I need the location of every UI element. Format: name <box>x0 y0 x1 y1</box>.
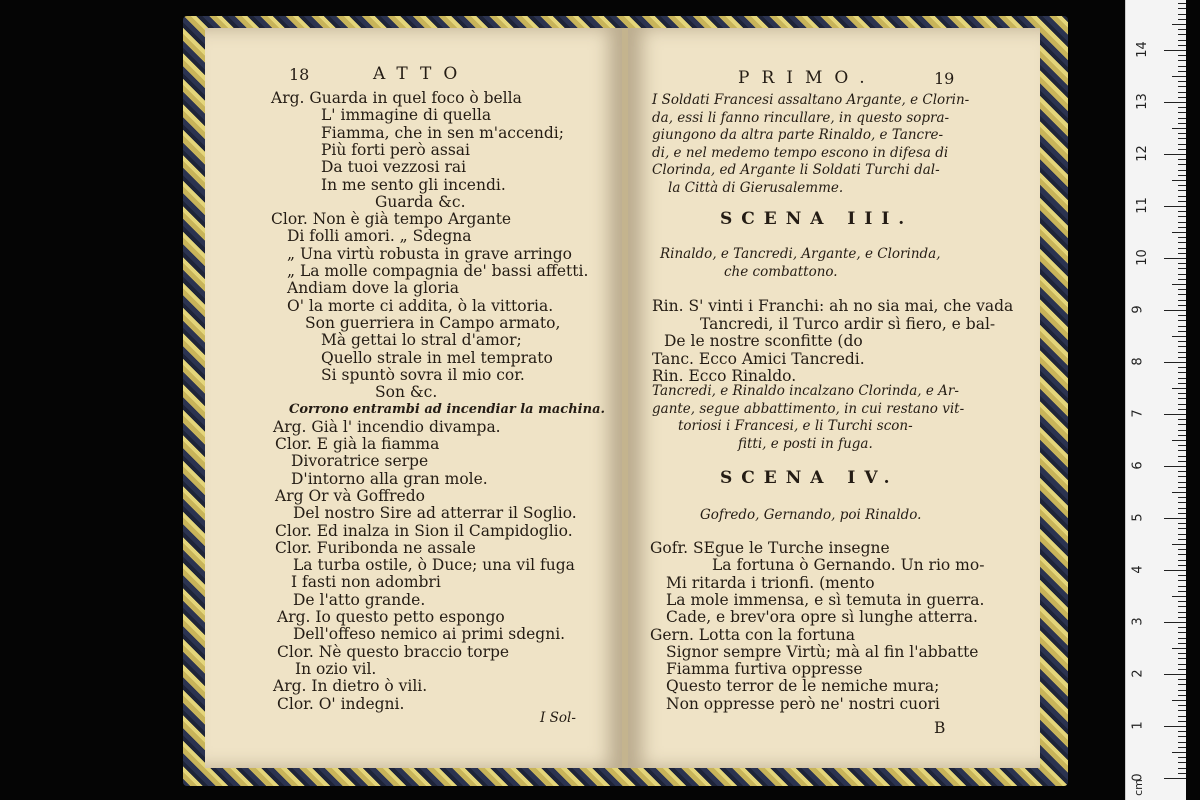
scene-4-cast: Gofredo, Gernando, poi Rinaldo. <box>700 507 922 523</box>
ruler-tick <box>1178 300 1186 301</box>
verse-line: Andiam dove la gloria <box>287 279 459 298</box>
verse-line: Gern. Lotta con la fortuna <box>650 625 856 644</box>
ruler-tick <box>1178 424 1186 425</box>
ruler-tick <box>1178 456 1186 457</box>
ruler-tick <box>1178 118 1186 119</box>
ruler-tick <box>1178 175 1186 176</box>
ruler-tick <box>1178 565 1186 566</box>
verse-line: Clor. O' indegni. <box>277 694 405 713</box>
ruler-tick <box>1178 320 1186 321</box>
right-page <box>628 28 1040 768</box>
verse-line: Cade, e brev'ora opre sì lunghe atterra. <box>666 608 978 627</box>
verse-line: Clor. Nè questo braccio torpe <box>277 642 510 661</box>
ruler-tick <box>1178 190 1186 191</box>
ruler-tick <box>1178 14 1186 15</box>
ruler-tick <box>1172 284 1186 285</box>
stage-direction-line: Tancredi, e Rinaldo incalzano Clorinda, e Ar- <box>652 383 959 399</box>
verse-line: „ Una virtù robusta in grave arringo <box>287 244 572 263</box>
verse-line: Si spuntò sovra il mio cor. <box>321 365 525 384</box>
ruler-tick <box>1164 726 1186 727</box>
verse-line: Fiamma, che in sen m'accendi; <box>321 123 564 142</box>
stage-direction-line: Clorinda, ed Argante li Soldati Turchi dal- <box>652 162 940 178</box>
ruler-tick <box>1178 757 1186 758</box>
ruler-tick <box>1178 112 1186 113</box>
verse-line: O' la morte ci addita, ò la vittoria. <box>287 296 554 315</box>
verse-line: Son &c. <box>375 383 438 402</box>
verse-line: Non oppresse però ne' nostri cuori <box>666 694 940 713</box>
ruler-tick <box>1178 34 1186 35</box>
ruler-tick <box>1164 258 1186 259</box>
verse-line: Signor sempre Virtù; mà al fin l'abbatte <box>666 642 979 661</box>
verse-line: Da tuoi vezzosi rai <box>321 158 467 177</box>
ruler-tick <box>1178 315 1186 316</box>
ruler-tick <box>1178 716 1186 717</box>
verse-line: Mi ritarda i trionfi. (mento <box>666 573 875 592</box>
ruler-tick <box>1178 476 1186 477</box>
ruler-tick <box>1178 81 1186 82</box>
ruler-tick <box>1178 346 1186 347</box>
ruler-tick <box>1178 461 1186 462</box>
ruler-tick <box>1178 617 1186 618</box>
stage-direction-line: la Città di Gierusalemme. <box>668 179 844 196</box>
ruler-number: 12 <box>1134 145 1150 162</box>
ruler-tick <box>1178 97 1186 98</box>
ruler-tick <box>1178 435 1186 436</box>
ruler-tick <box>1178 378 1186 379</box>
ruler-tick <box>1178 627 1186 628</box>
verse-line: De le nostre sconfitte (do <box>664 332 863 350</box>
ruler-tick <box>1164 518 1186 519</box>
ruler-number: 10 <box>1134 249 1150 266</box>
verse-line: Arg. In dietro ò vili. <box>273 677 428 696</box>
ruler-tick <box>1178 742 1186 743</box>
ruler-tick <box>1178 289 1186 290</box>
verse-line: Son guerriera in Campo armato, <box>305 313 561 332</box>
ruler-tick <box>1178 549 1186 550</box>
ruler-tick <box>1178 612 1186 613</box>
ruler-tick <box>1178 144 1186 145</box>
ruler-tick <box>1178 237 1186 238</box>
left-running-head: ATTO <box>373 64 470 84</box>
ruler-tick <box>1178 445 1186 446</box>
ruler-tick <box>1178 357 1186 358</box>
ruler-tick <box>1178 55 1186 56</box>
ruler-tick <box>1178 695 1186 696</box>
ruler-tick <box>1178 471 1186 472</box>
verse-line: Questo terror de le nemiche mura; <box>666 677 940 696</box>
ruler-tick <box>1178 196 1186 197</box>
ruler-tick <box>1164 102 1186 103</box>
ruler-tick <box>1178 591 1186 592</box>
ruler-tick <box>1164 154 1186 155</box>
ruler-tick <box>1178 372 1186 373</box>
ruler-tick <box>1178 40 1186 41</box>
ruler-tick <box>1178 305 1186 306</box>
verse-line: I fasti non adombri <box>291 573 441 592</box>
ruler-tick <box>1178 8 1186 9</box>
ruler-tick <box>1172 232 1186 233</box>
ruler-tick <box>1172 76 1186 77</box>
ruler-tick <box>1178 331 1186 332</box>
ruler-tick <box>1178 222 1186 223</box>
right-running-head: PRIMO. <box>738 68 877 88</box>
ruler-number: 6 <box>1130 461 1146 470</box>
ruler-tick <box>1172 544 1186 545</box>
verse-line: Arg. Io questo petto espongo <box>277 608 505 626</box>
ruler-tick <box>1178 409 1186 410</box>
ruler-tick <box>1178 575 1186 576</box>
ruler-tick <box>1178 539 1186 540</box>
verse-line: Tancredi, il Turco ardir sì fiero, e bal- <box>700 314 996 333</box>
verse-line: Tanc. Ecco Amici Tancredi. <box>652 349 865 368</box>
ruler-number: 7 <box>1130 409 1146 418</box>
stage-direction-line: toriosi i Francesi, e li Turchi scon- <box>678 418 913 434</box>
ruler-tick <box>1178 123 1186 124</box>
ruler-tick <box>1178 773 1186 774</box>
scene-3-cast-line: Rinaldo, e Tancredi, Argante, e Clorinda, <box>660 246 941 262</box>
verse-line: La mole immensa, e sì temuta in guerra. <box>666 590 985 609</box>
ruler-number: 1 <box>1130 721 1146 730</box>
ruler-tick <box>1172 596 1186 597</box>
ruler-tick <box>1172 648 1186 649</box>
verse-line: Guarda &c. <box>375 192 466 211</box>
ruler-tick <box>1178 601 1186 602</box>
ruler-tick <box>1178 487 1186 488</box>
ruler-tick <box>1178 705 1186 706</box>
ruler-tick <box>1178 294 1186 295</box>
verse-line: Mà gettai lo stral d'amor; <box>321 331 522 350</box>
ruler-tick <box>1172 128 1186 129</box>
ruler-tick <box>1164 414 1186 415</box>
ruler-tick <box>1178 86 1186 87</box>
ruler-tick <box>1178 450 1186 451</box>
verse-line: Arg. Guarda in quel foco ò bella <box>271 89 522 107</box>
ruler-tick <box>1178 170 1186 171</box>
verse-line: In ozio vil. <box>295 659 377 678</box>
stage-direction-line: di, e nel medemo tempo escono in difesa di <box>652 144 949 161</box>
ruler-tick <box>1178 107 1186 108</box>
ruler-tick <box>1164 310 1186 311</box>
ruler-number: 14 <box>1134 41 1150 58</box>
ruler-number: 9 <box>1130 305 1146 314</box>
verse-line: Più forti però assai <box>321 140 470 159</box>
verse-line: L' immagine di quella <box>321 106 492 125</box>
ruler-tick <box>1178 216 1186 217</box>
verse-line: D'intorno alla gran mole. <box>291 469 488 488</box>
ruler-tick <box>1178 227 1186 228</box>
ruler-tick <box>1172 24 1186 25</box>
ruler-tick <box>1172 388 1186 389</box>
ruler-tick <box>1178 513 1186 514</box>
ruler-tick <box>1178 684 1186 685</box>
stage-direction-line: fitti, e posti in fuga. <box>738 435 873 452</box>
ruler-tick <box>1178 19 1186 20</box>
verse-line: Dell'offeso nemico ai primi sdegni. <box>293 625 566 644</box>
ruler-tick <box>1178 211 1186 212</box>
ruler-tick <box>1178 164 1186 165</box>
ruler-tick <box>1178 658 1186 659</box>
stage-direction-line: gante, segue abbattimento, in cui restano vit- <box>652 400 965 417</box>
verse-line: „ La molle compagnia de' bassi affetti. <box>287 262 589 280</box>
ruler-tick <box>1178 747 1186 748</box>
stage-direction-line: da, essi li fanno rincullare, in questo sopra- <box>652 109 950 126</box>
ruler-tick <box>1178 263 1186 264</box>
ruler-tick <box>1172 440 1186 441</box>
ruler-tick <box>1178 430 1186 431</box>
stage-direction-line: I Soldati Francesi assaltano Argante, e Clorin- <box>652 92 970 108</box>
ruler-tick <box>1178 242 1186 243</box>
ruler-tick <box>1178 92 1186 93</box>
ruler-number: 3 <box>1130 617 1146 626</box>
ruler-tick <box>1178 419 1186 420</box>
verse-line: Arg. Già l' incendio divampa. <box>273 417 501 436</box>
ruler-tick <box>1178 669 1186 670</box>
ruler-tick <box>1178 523 1186 524</box>
scene-3-title: SCENA III. <box>720 209 914 229</box>
ruler-tick <box>1178 606 1186 607</box>
ruler-tick <box>1178 502 1186 503</box>
ruler-tick <box>1164 362 1186 363</box>
ruler-number: 13 <box>1134 93 1150 110</box>
ruler-tick <box>1178 367 1186 368</box>
ruler-tick <box>1172 180 1186 181</box>
ruler-tick <box>1178 534 1186 535</box>
ruler-tick <box>1178 71 1186 72</box>
verse-line: Clor. Furibonda ne assale <box>275 538 476 557</box>
ruler-tick <box>1178 248 1186 249</box>
ruler-tick <box>1178 653 1186 654</box>
verse-line: La turba ostile, ò Duce; una vil fuga <box>293 556 575 575</box>
ruler-tick <box>1178 638 1186 639</box>
verse-line: Arg Or và Goffredo <box>275 486 425 505</box>
ruler-tick <box>1178 482 1186 483</box>
right-page-number: 19 <box>934 69 955 88</box>
left-page-number: 18 <box>289 65 310 84</box>
ruler-number: 2 <box>1130 669 1146 678</box>
ruler-number: 8 <box>1130 357 1146 366</box>
verse-line: Clor. Non è già tempo Argante <box>271 210 512 229</box>
ruler-tick <box>1178 393 1186 394</box>
ruler-tick <box>1178 643 1186 644</box>
ruler-tick <box>1178 352 1186 353</box>
ruler-tick <box>1178 664 1186 665</box>
ruler-tick <box>1178 560 1186 561</box>
ruler-tick <box>1178 554 1186 555</box>
ruler-tick <box>1178 721 1186 722</box>
measurement-ruler <box>1125 0 1186 800</box>
ruler-tick <box>1178 201 1186 202</box>
ruler-tick <box>1178 326 1186 327</box>
left-page <box>205 28 623 768</box>
ruler-tick <box>1164 674 1186 675</box>
ruler-tick <box>1178 341 1186 342</box>
ruler-tick <box>1178 690 1186 691</box>
ruler-tick <box>1178 736 1186 737</box>
verse-line: Gofr. SEgue le Turche insegne <box>650 539 890 557</box>
ruler-tick <box>1178 762 1186 763</box>
ruler-tick <box>1178 679 1186 680</box>
stage-direction-line: giungono da altra parte Rinaldo, e Tancre- <box>652 127 944 143</box>
ruler-tick <box>1164 778 1186 779</box>
verse-line: Di folli amori. „ Sdegna <box>287 227 472 246</box>
ruler-tick <box>1178 60 1186 61</box>
ruler-tick <box>1178 508 1186 509</box>
ruler-tick <box>1178 133 1186 134</box>
ruler-tick <box>1178 768 1186 769</box>
verse-line: In me sento gli incendi. <box>321 175 506 194</box>
ruler-tick <box>1178 528 1186 529</box>
ruler-tick <box>1178 66 1186 67</box>
ruler-tick <box>1178 731 1186 732</box>
ruler-tick <box>1178 185 1186 186</box>
verse-line: Fiamma furtiva oppresse <box>666 660 863 679</box>
ruler-tick <box>1172 752 1186 753</box>
verse-line: Divoratrice serpe <box>291 452 429 471</box>
verse-line: De l'atto grande. <box>293 590 426 609</box>
ruler-tick <box>1178 497 1186 498</box>
ruler-tick <box>1164 466 1186 467</box>
ruler-tick <box>1178 580 1186 581</box>
ruler-tick <box>1172 700 1186 701</box>
ruler-unit: cm <box>1131 779 1145 796</box>
verse-line: Rin. Ecco Rinaldo. <box>652 367 797 385</box>
ruler-tick <box>1164 206 1186 207</box>
verse-line: Corrono entrambi ad incendiar la machina. <box>289 402 606 418</box>
ruler-tick <box>1178 404 1186 405</box>
ruler-tick <box>1178 586 1186 587</box>
ruler-tick <box>1164 622 1186 623</box>
ruler-tick <box>1178 383 1186 384</box>
ruler-tick <box>1178 159 1186 160</box>
ruler-tick <box>1178 45 1186 46</box>
ruler-tick <box>1172 336 1186 337</box>
ruler-number: 0 <box>1130 773 1146 782</box>
verse-line: Clor. E già la fiamma <box>275 435 440 453</box>
ruler-tick <box>1178 3 1186 4</box>
verse-line: Rin. S' vinti i Franchi: ah no sia mai, che vada <box>652 297 1014 315</box>
ruler-number: 4 <box>1130 565 1146 574</box>
ruler-tick <box>1164 570 1186 571</box>
ruler-tick <box>1178 138 1186 139</box>
ruler-tick <box>1178 274 1186 275</box>
verse-line: Del nostro Sire ad atterrar il Soglio. <box>293 504 577 523</box>
ruler-tick <box>1164 50 1186 51</box>
ruler-number: 5 <box>1130 513 1146 522</box>
scene-4-title: SCENA IV. <box>720 468 899 488</box>
ruler-tick <box>1178 279 1186 280</box>
verse-line: La fortuna ò Gernando. Un rio mo- <box>712 556 985 575</box>
ruler-tick <box>1178 710 1186 711</box>
ruler-tick <box>1178 149 1186 150</box>
catchword: I Sol- <box>540 710 576 726</box>
ruler-tick <box>1178 29 1186 30</box>
verse-line: Clor. Ed inalza in Sion il Campidoglio. <box>275 521 573 540</box>
ruler-tick <box>1178 632 1186 633</box>
ruler-tick <box>1172 492 1186 493</box>
ruler-tick <box>1178 268 1186 269</box>
ruler-tick <box>1178 253 1186 254</box>
ruler-tick <box>1178 398 1186 399</box>
signature-mark: B <box>934 719 946 737</box>
verse-line: Quello strale in mel temprato <box>321 348 553 367</box>
ruler-number: 11 <box>1134 197 1150 214</box>
scene-3-cast-line: che combattono. <box>724 263 838 280</box>
